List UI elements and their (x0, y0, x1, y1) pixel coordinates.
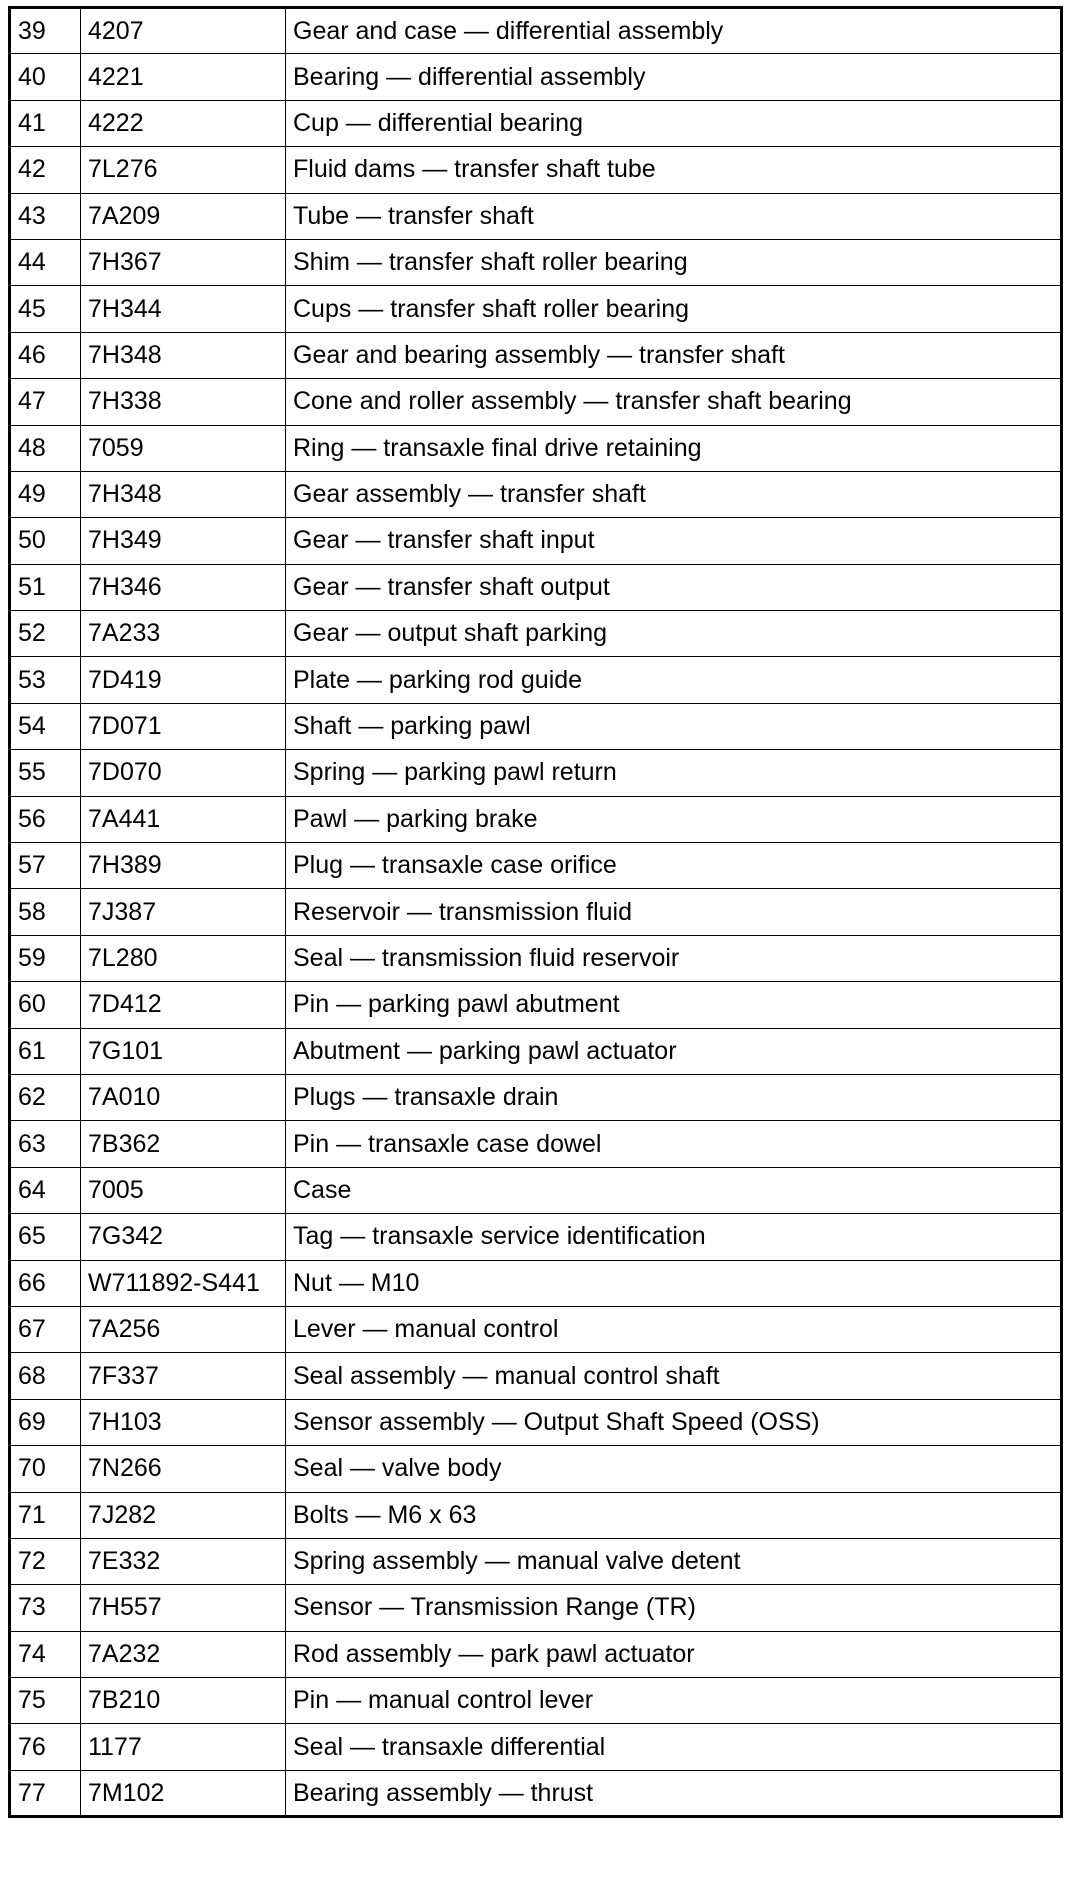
part-number-cell: 7H349 (81, 518, 286, 564)
part-number-cell: 7N266 (81, 1446, 286, 1492)
item-number-cell: 58 (10, 889, 81, 935)
description-cell: Sensor assembly — Output Shaft Speed (OSS) (286, 1399, 1062, 1445)
item-number-cell: 60 (10, 982, 81, 1028)
item-number-cell: 65 (10, 1214, 81, 1260)
description-cell: Cups — transfer shaft roller bearing (286, 286, 1062, 332)
table-row (10, 1353, 1062, 1399)
description-cell: Spring assembly — manual valve detent (286, 1538, 1062, 1584)
part-number-cell: 7J282 (81, 1492, 286, 1538)
table-row (10, 286, 1062, 332)
table-row (10, 1631, 1062, 1677)
description-cell: Seal — valve body (286, 1446, 1062, 1492)
description-cell: Tag — transaxle service identification (286, 1214, 1062, 1260)
table-row (10, 239, 1062, 285)
item-number-cell: 49 (10, 471, 81, 517)
table-row (10, 193, 1062, 239)
item-number-cell: 64 (10, 1167, 81, 1213)
table-row (10, 1724, 1062, 1770)
part-number-cell: W711892-S441 (81, 1260, 286, 1306)
part-number-cell: 7H344 (81, 286, 286, 332)
part-number-cell: 7H346 (81, 564, 286, 610)
description-cell: Abutment — parking pawl actuator (286, 1028, 1062, 1074)
description-cell: Shim — transfer shaft roller bearing (286, 239, 1062, 285)
item-number-cell: 67 (10, 1306, 81, 1352)
table-row (10, 796, 1062, 842)
part-number-cell: 7A232 (81, 1631, 286, 1677)
description-cell: Plate — parking rod guide (286, 657, 1062, 703)
table-row (10, 1399, 1062, 1445)
part-number-cell: 7G342 (81, 1214, 286, 1260)
description-cell: Sensor — Transmission Range (TR) (286, 1585, 1062, 1631)
table-row (10, 1538, 1062, 1584)
description-cell: Rod assembly — park pawl actuator (286, 1631, 1062, 1677)
description-cell: Plugs — transaxle drain (286, 1074, 1062, 1120)
table-row (10, 611, 1062, 657)
item-number-cell: 43 (10, 193, 81, 239)
description-cell: Cone and roller assembly — transfer shaft bearing (286, 379, 1062, 425)
item-number-cell: 41 (10, 100, 81, 146)
part-number-cell: 4207 (81, 8, 286, 54)
description-cell: Shaft — parking pawl (286, 703, 1062, 749)
table-row (10, 379, 1062, 425)
table-row (10, 518, 1062, 564)
part-number-cell: 4221 (81, 54, 286, 100)
item-number-cell: 57 (10, 843, 81, 889)
table-row (10, 1678, 1062, 1724)
item-number-cell: 75 (10, 1678, 81, 1724)
part-number-cell: 7059 (81, 425, 286, 471)
item-number-cell: 42 (10, 147, 81, 193)
part-number-cell: 7A441 (81, 796, 286, 842)
table-row (10, 1214, 1062, 1260)
item-number-cell: 77 (10, 1770, 81, 1816)
description-cell: Fluid dams — transfer shaft tube (286, 147, 1062, 193)
part-number-cell: 7D070 (81, 750, 286, 796)
description-cell: Spring — parking pawl return (286, 750, 1062, 796)
description-cell: Gear and case — differential assembly (286, 8, 1062, 54)
part-number-cell: 7F337 (81, 1353, 286, 1399)
description-cell: Reservoir — transmission fluid (286, 889, 1062, 935)
part-number-cell: 7L280 (81, 935, 286, 981)
item-number-cell: 47 (10, 379, 81, 425)
part-number-cell: 7H348 (81, 471, 286, 517)
table-row (10, 147, 1062, 193)
description-cell: Seal — transaxle differential (286, 1724, 1062, 1770)
item-number-cell: 71 (10, 1492, 81, 1538)
description-cell: Gear — transfer shaft output (286, 564, 1062, 610)
item-number-cell: 76 (10, 1724, 81, 1770)
part-number-cell: 7H389 (81, 843, 286, 889)
description-cell: Lever — manual control (286, 1306, 1062, 1352)
parts-table-body (10, 8, 1062, 1817)
item-number-cell: 63 (10, 1121, 81, 1167)
description-cell: Gear and bearing assembly — transfer shaft (286, 332, 1062, 378)
item-number-cell: 53 (10, 657, 81, 703)
table-row (10, 1585, 1062, 1631)
part-number-cell: 1177 (81, 1724, 286, 1770)
part-number-cell: 7L276 (81, 147, 286, 193)
part-number-cell: 7J387 (81, 889, 286, 935)
item-number-cell: 68 (10, 1353, 81, 1399)
item-number-cell: 55 (10, 750, 81, 796)
part-number-cell: 7H557 (81, 1585, 286, 1631)
table-row (10, 1306, 1062, 1352)
item-number-cell: 66 (10, 1260, 81, 1306)
part-number-cell: 7H338 (81, 379, 286, 425)
parts-table (8, 6, 1063, 1818)
item-number-cell: 54 (10, 703, 81, 749)
table-row (10, 703, 1062, 749)
description-cell: Bolts — M6 x 63 (286, 1492, 1062, 1538)
table-row (10, 982, 1062, 1028)
item-number-cell: 44 (10, 239, 81, 285)
description-cell: Ring — transaxle final drive retaining (286, 425, 1062, 471)
table-row (10, 1260, 1062, 1306)
table-row (10, 332, 1062, 378)
table-row (10, 8, 1062, 54)
part-number-cell: 7005 (81, 1167, 286, 1213)
part-number-cell: 7D419 (81, 657, 286, 703)
item-number-cell: 56 (10, 796, 81, 842)
table-row (10, 471, 1062, 517)
description-cell: Bearing assembly — thrust (286, 1770, 1062, 1816)
table-row (10, 1167, 1062, 1213)
item-number-cell: 74 (10, 1631, 81, 1677)
part-number-cell: 7A256 (81, 1306, 286, 1352)
table-row (10, 750, 1062, 796)
item-number-cell: 73 (10, 1585, 81, 1631)
part-number-cell: 7H103 (81, 1399, 286, 1445)
item-number-cell: 50 (10, 518, 81, 564)
table-row (10, 1028, 1062, 1074)
part-number-cell: 7B362 (81, 1121, 286, 1167)
description-cell: Gear — transfer shaft input (286, 518, 1062, 564)
item-number-cell: 48 (10, 425, 81, 471)
description-cell: Seal — transmission fluid reservoir (286, 935, 1062, 981)
item-number-cell: 70 (10, 1446, 81, 1492)
part-number-cell: 7D412 (81, 982, 286, 1028)
table-row (10, 54, 1062, 100)
item-number-cell: 62 (10, 1074, 81, 1120)
description-cell: Seal assembly — manual control shaft (286, 1353, 1062, 1399)
description-cell: Case (286, 1167, 1062, 1213)
description-cell: Pin — parking pawl abutment (286, 982, 1062, 1028)
item-number-cell: 45 (10, 286, 81, 332)
description-cell: Tube — transfer shaft (286, 193, 1062, 239)
item-number-cell: 61 (10, 1028, 81, 1074)
part-number-cell: 7A010 (81, 1074, 286, 1120)
item-number-cell: 59 (10, 935, 81, 981)
item-number-cell: 69 (10, 1399, 81, 1445)
table-row (10, 1770, 1062, 1816)
table-row (10, 657, 1062, 703)
table-row (10, 100, 1062, 146)
table-row (10, 843, 1062, 889)
description-cell: Pin — manual control lever (286, 1678, 1062, 1724)
table-row (10, 1446, 1062, 1492)
part-number-cell: 7A209 (81, 193, 286, 239)
item-number-cell: 40 (10, 54, 81, 100)
description-cell: Gear assembly — transfer shaft (286, 471, 1062, 517)
item-number-cell: 72 (10, 1538, 81, 1584)
description-cell: Pin — transaxle case dowel (286, 1121, 1062, 1167)
part-number-cell: 7H348 (81, 332, 286, 378)
part-number-cell: 7E332 (81, 1538, 286, 1584)
description-cell: Nut — M10 (286, 1260, 1062, 1306)
table-row (10, 1492, 1062, 1538)
part-number-cell: 7D071 (81, 703, 286, 749)
part-number-cell: 7B210 (81, 1678, 286, 1724)
description-cell: Plug — transaxle case orifice (286, 843, 1062, 889)
part-number-cell: 7G101 (81, 1028, 286, 1074)
item-number-cell: 46 (10, 332, 81, 378)
table-row (10, 889, 1062, 935)
description-cell: Gear — output shaft parking (286, 611, 1062, 657)
table-row (10, 1121, 1062, 1167)
description-cell: Cup — differential bearing (286, 100, 1062, 146)
item-number-cell: 51 (10, 564, 81, 610)
table-row (10, 935, 1062, 981)
part-number-cell: 7A233 (81, 611, 286, 657)
table-row (10, 1074, 1062, 1120)
item-number-cell: 39 (10, 8, 81, 54)
table-row (10, 564, 1062, 610)
table-row (10, 425, 1062, 471)
description-cell: Pawl — parking brake (286, 796, 1062, 842)
item-number-cell: 52 (10, 611, 81, 657)
part-number-cell: 7H367 (81, 239, 286, 285)
part-number-cell: 7M102 (81, 1770, 286, 1816)
description-cell: Bearing — differential assembly (286, 54, 1062, 100)
part-number-cell: 4222 (81, 100, 286, 146)
